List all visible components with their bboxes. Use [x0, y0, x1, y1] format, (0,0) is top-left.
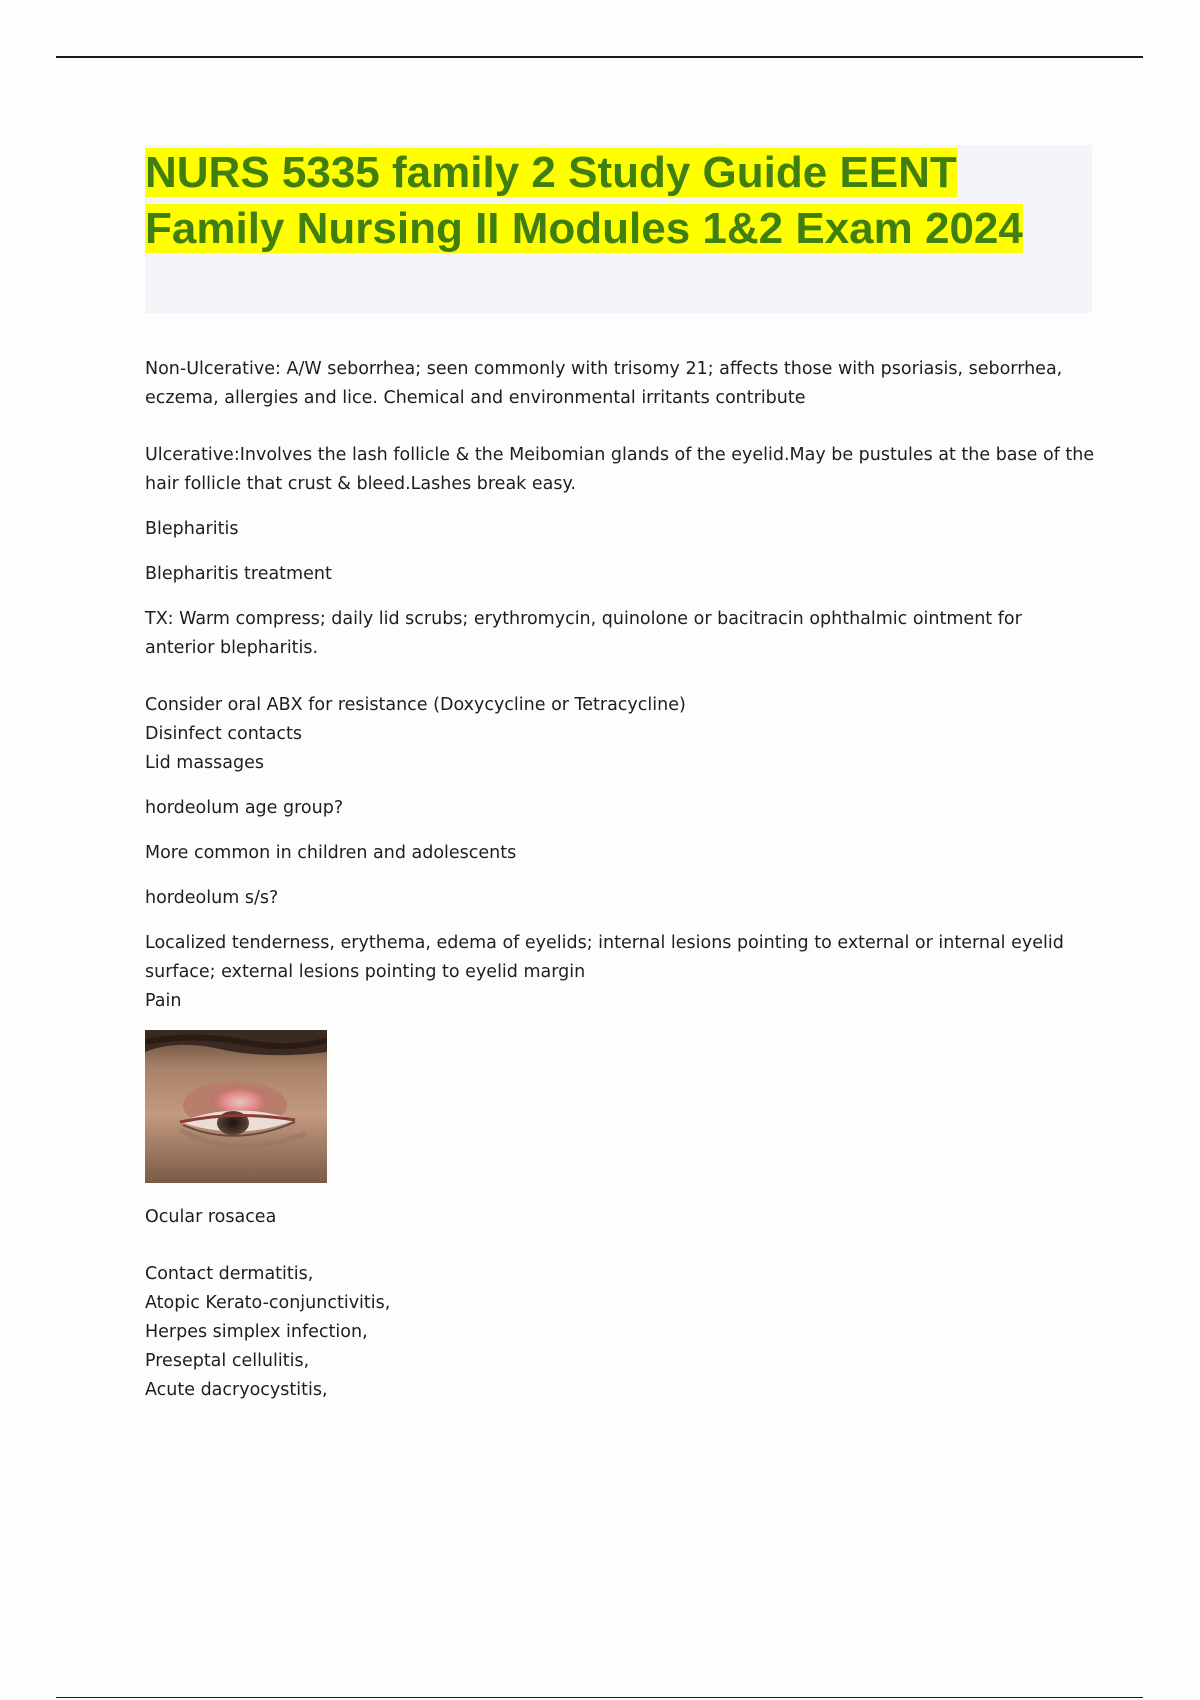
title-box [145, 145, 1092, 313]
list-preseptal-cellulitis: Preseptal cellulitis, [145, 1351, 310, 1371]
footer-rule [56, 1697, 1143, 1698]
term-hordeolum-age: hordeolum age group? [145, 798, 344, 818]
list-herpes-simplex: Herpes simplex infection, [145, 1322, 368, 1342]
paragraph-treatment: TX: Warm compress; daily lid scrubs; erythromycin, quinolone or bacitracin ophthalmic ointment for anterior blepharitis. [145, 609, 1022, 658]
eyelid-photo-icon [145, 1030, 327, 1183]
term-blepharitis: Blepharitis [145, 519, 239, 539]
line-pain: Pain [145, 991, 182, 1011]
term-hordeolum-ss: hordeolum s/s? [145, 888, 279, 908]
list-contact-dermatitis: Contact dermatitis, [145, 1264, 314, 1284]
term-blepharitis-treatment: Blepharitis treatment [145, 564, 332, 584]
document-body [145, 355, 1095, 1405]
paragraph-non-ulcerative: Non-Ulcerative: A/W seborrhea; seen commonly with trisomy 21; affects those with psoriasis, seborrhea, eczema, allergies and lice. Chemical and environmental irritants contribute [145, 359, 1063, 408]
term-ocular-rosacea: Ocular rosacea [145, 1207, 277, 1227]
title-highlight: NURS 5335 family 2 Study Guide EENT Family Nursing II Modules 1&2 Exam 2024 [145, 148, 1023, 253]
list-acute-dacryocystitis: Acute dacryocystitis, [145, 1380, 328, 1400]
answer-hordeolum-ss: Localized tenderness, erythema, edema of eyelids; internal lesions pointing to external or internal eyelid surface; external lesions pointing to eyelid margin [145, 933, 1064, 982]
paragraph-ulcerative: Ulcerative:Involves the lash follicle & the Meibomian glands of the eyelid.May be pustules at the base of the hair follicle that crust & bleed.Lashes break easy. [145, 445, 1095, 494]
list-atopic-kerato: Atopic Kerato-conjunctivitis, [145, 1293, 391, 1313]
answer-hordeolum-age: More common in children and adolescents [145, 843, 517, 863]
line-oral-abx: Consider oral ABX for resistance (Doxycycline or Tetracycline) [145, 695, 686, 715]
header-rule [56, 56, 1143, 58]
document-title [145, 145, 1092, 257]
line-disinfect-contacts: Disinfect contacts [145, 724, 302, 744]
line-lid-massages: Lid massages [145, 753, 265, 773]
